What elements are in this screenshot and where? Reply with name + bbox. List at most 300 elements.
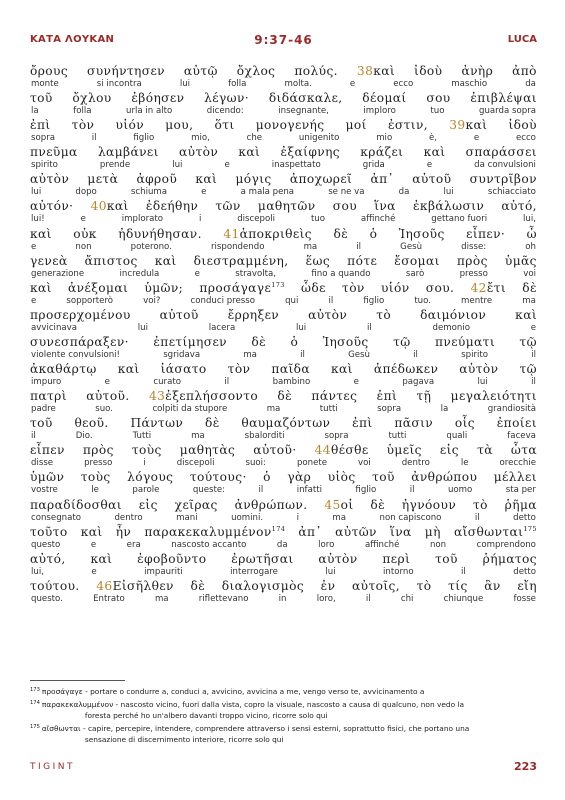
greek-line: [30, 443, 537, 458]
italian-gloss: oh: [525, 241, 536, 252]
greek-word-text: ὄχλου: [72, 91, 112, 106]
italian-gloss: affinché: [360, 214, 396, 225]
italian-gloss: folla: [228, 79, 247, 89]
greek-word: [215, 118, 235, 133]
greek-word-text: καὶ: [30, 226, 52, 241]
greek-word: [81, 470, 111, 485]
italian-gloss: spirito: [31, 160, 58, 171]
italian-gloss: uomini.: [231, 512, 264, 523]
greek-word-text: πᾶσιν: [394, 416, 434, 431]
italian-gloss: il: [365, 593, 371, 604]
italian-gloss: stravolta,: [235, 268, 276, 279]
greek-word: [324, 498, 353, 513]
greek-word: [426, 281, 455, 296]
greek-word: [370, 227, 378, 242]
greek-word-text: τὸ: [472, 497, 488, 512]
greek-word: [357, 64, 395, 79]
greek-word: [448, 579, 468, 594]
greek-word: [394, 254, 440, 269]
greek-word-text: σου: [332, 199, 358, 214]
greek-word: [414, 64, 442, 79]
greek-word: [30, 552, 66, 567]
greek-word: [280, 145, 340, 160]
interlinear-line: [30, 470, 537, 497]
greek-word-text: δὲ: [370, 497, 386, 512]
greek-word: [455, 416, 475, 431]
interlinear-line: [30, 254, 537, 281]
italian-gloss: inaspettato: [271, 160, 321, 171]
footnote: [30, 687, 537, 697]
greek-word-text: ἀνθρώπων.: [234, 497, 308, 512]
greek-word: [413, 199, 484, 214]
interlinear-text: [30, 64, 537, 606]
greek-word: [81, 525, 103, 540]
greek-word: [251, 335, 266, 350]
interlinear-line: [30, 498, 537, 525]
greek-word-text: εἶπεν·: [466, 226, 506, 241]
italian-gloss-line: [30, 160, 537, 171]
greek-word-text: κράζει: [360, 145, 404, 160]
greek-word-text: ἐδεήθην: [145, 199, 199, 214]
footnote-number: 174: [30, 700, 40, 707]
greek-word-text: ἀπὸ: [512, 64, 537, 78]
italian-gloss: grandiosità: [487, 404, 536, 415]
greek-word: [470, 91, 537, 106]
greek-word-text: οὐκ: [73, 226, 97, 241]
greek-word-text: καὶ: [373, 64, 396, 78]
greek-word: [483, 552, 537, 567]
footnote-marker[interactable]: 174: [271, 524, 286, 533]
greek-word: [393, 335, 410, 350]
greek-word: [30, 227, 52, 242]
italian-gloss: e: [31, 241, 37, 252]
greek-word-text: μέλλει: [493, 470, 537, 485]
greek-word: [238, 145, 260, 160]
greek-word-text: συνεσπάραξεν·: [30, 334, 129, 349]
greek-word-text: δὲ: [333, 226, 349, 241]
greek-word-text: μὴ: [424, 524, 441, 539]
italian-gloss: il: [356, 241, 362, 252]
greek-word: [116, 525, 132, 540]
greek-word: [30, 118, 51, 133]
italian-gloss: figlio: [355, 485, 377, 496]
greek-word-text: τὸν: [71, 118, 95, 133]
greek-line: [30, 91, 537, 106]
greek-word-text: αἴσθωνται: [453, 524, 524, 539]
greek-word-text: μαθητὰς: [179, 443, 236, 458]
footnote-text-line: sensazione di discernimento interiore, ricorre solo qui: [84, 734, 284, 744]
greek-word-text: γὰρ: [287, 470, 312, 485]
italian-gloss: impauriti: [144, 566, 183, 577]
greek-line: [30, 389, 537, 404]
greek-word-text: παῖδα: [271, 362, 310, 377]
italian-gloss-line: [30, 79, 537, 90]
italian-gloss: discepoli: [176, 458, 215, 469]
italian-gloss-line: [30, 269, 537, 280]
italian-gloss-line: [30, 567, 537, 578]
greek-word-text: τοὺς: [131, 443, 162, 458]
greek-line: [30, 470, 537, 485]
greek-word: [331, 362, 353, 377]
greek-word: [118, 362, 140, 377]
greek-word: [420, 308, 486, 323]
italian-gloss: tuo: [430, 106, 445, 117]
italian-gloss: ecco: [515, 133, 536, 144]
italian-gloss: da: [525, 79, 536, 89]
book-title-italian: LUCA: [507, 34, 537, 45]
greek-word-text: αὐτῶν: [335, 524, 377, 539]
italian-gloss: dopo: [75, 187, 97, 198]
italian-gloss: affinché: [364, 539, 400, 550]
italian-gloss: presso: [459, 268, 488, 279]
interlinear-line: [30, 145, 537, 172]
greek-word-text: ἰάσατο: [160, 362, 207, 377]
greek-word: [160, 308, 199, 323]
greek-word: [190, 470, 247, 485]
italian-gloss: tutti: [388, 431, 407, 442]
italian-gloss: il: [474, 512, 480, 523]
chapter-verse-range: 9:37-46: [254, 33, 313, 47]
greek-word: [146, 199, 198, 214]
italian-gloss: e: [104, 377, 110, 388]
greek-word-text: εἴη: [517, 578, 537, 593]
italian-gloss: ma: [191, 431, 205, 442]
italian-gloss: suoi:: [245, 458, 266, 469]
italian-gloss-line: [30, 458, 537, 469]
italian-gloss: schiacciato: [487, 187, 536, 198]
greek-word: [318, 552, 357, 567]
greek-word: [30, 525, 68, 540]
greek-word: [435, 552, 458, 567]
greek-word: [258, 199, 316, 214]
greek-word-text: συνήντησεν: [87, 64, 165, 78]
greek-word: [522, 281, 537, 296]
italian-gloss: gettano fuori: [431, 214, 488, 225]
italian-gloss: parole: [132, 485, 160, 496]
italian-gloss: il: [91, 133, 97, 144]
greek-word-text: καὶ: [331, 362, 353, 377]
greek-word-text: ἐξαίφνης: [280, 145, 341, 160]
footnote-text-line: αἴσθωνται - capire, percepire, intendere, comprendere attraverso i sensi esterni, soprattutto fisici, che portano una: [41, 724, 470, 734]
greek-word-text: διεστραμμένη,: [193, 253, 289, 268]
italian-gloss: colpiti da stupore: [152, 404, 228, 415]
greek-word: [471, 281, 507, 296]
greek-word: [374, 362, 438, 377]
greek-word-text: τοῦ: [435, 551, 458, 566]
italian-gloss: e: [194, 268, 200, 279]
italian-gloss: chi: [400, 593, 414, 604]
greek-word: [346, 118, 367, 133]
greek-word: [360, 145, 403, 160]
greek-word: [149, 389, 258, 404]
greek-word: [399, 227, 445, 242]
italian-gloss-line: [30, 404, 537, 415]
italian-gloss: il: [224, 377, 230, 388]
italian-gloss: il: [531, 349, 536, 360]
greek-word: [424, 145, 446, 160]
greek-word-text: ἐπὶ: [352, 416, 373, 431]
greek-line: [30, 254, 537, 269]
italian-gloss: fosse: [513, 593, 536, 604]
italian-gloss: infatti: [296, 485, 322, 496]
italian-gloss: i: [296, 512, 299, 523]
greek-word-text: καὶ: [423, 145, 446, 160]
italian-gloss: prende: [99, 160, 131, 171]
greek-word-text: μονογενής: [255, 118, 325, 133]
greek-word: [144, 281, 183, 296]
italian-gloss: e: [426, 160, 433, 171]
greek-word: [461, 64, 493, 79]
greek-word: [308, 308, 347, 323]
italian-gloss: il: [461, 566, 466, 577]
greek-word: [394, 416, 433, 431]
greek-word: [235, 498, 308, 513]
italian-gloss: fino a quando: [311, 268, 371, 279]
greek-line: [30, 172, 537, 187]
verse-number: 43: [148, 389, 166, 404]
greek-word: [512, 64, 537, 79]
greek-word: [30, 470, 64, 485]
italian-gloss: spirito: [461, 349, 489, 360]
greek-word: [256, 118, 325, 133]
greek-line: [30, 362, 537, 377]
greek-word: [342, 281, 365, 296]
greek-word: [477, 443, 493, 458]
italian-gloss: urla in alto: [126, 106, 173, 117]
italian-gloss-line: [30, 187, 537, 198]
interlinear-line: [30, 579, 537, 606]
greek-word: [83, 443, 114, 458]
italian-gloss-line: [30, 242, 537, 253]
greek-word-text: ἠγνόουν: [401, 497, 457, 512]
italian-gloss: e: [353, 377, 359, 388]
greek-word: [184, 64, 218, 79]
greek-word-text: ἀνέξομαι: [68, 280, 129, 295]
greek-word-text: παραδίδοσθαι: [30, 497, 122, 512]
italian-gloss: ponete: [296, 458, 328, 469]
interlinear-line: [30, 91, 537, 118]
greek-word-text: ὧδε: [301, 280, 326, 295]
greek-word-text: τῷ: [519, 334, 537, 349]
italian-gloss: loro: [318, 539, 335, 550]
italian-gloss: ma: [266, 404, 281, 415]
greek-word-text: τὸ: [416, 578, 432, 593]
greek-word-text: αὐτοῦ: [412, 172, 452, 187]
interlinear-line: [30, 552, 537, 579]
italian-gloss: non: [75, 241, 92, 252]
italian-gloss: loro,: [316, 593, 336, 604]
greek-word-text: ὅτι: [214, 118, 235, 133]
italian-gloss: lacera: [208, 322, 236, 333]
greek-word: [376, 308, 391, 323]
greek-word: [451, 389, 537, 404]
italian-gloss: consegnato: [31, 512, 81, 523]
greek-word-text: υἱόν: [115, 118, 145, 133]
greek-word-text: τοὺς: [80, 470, 111, 485]
greek-word: [335, 525, 377, 540]
greek-word-text: ἐπιβλέψαι: [470, 91, 537, 106]
italian-gloss-line: [30, 540, 537, 551]
greek-word: [459, 362, 498, 377]
greek-word: [241, 416, 330, 431]
greek-word-text: καὶ: [106, 199, 129, 214]
italian-gloss: avvicinava: [31, 322, 78, 333]
greek-line: [30, 416, 537, 431]
greek-word-text: διαλογισμὸς: [221, 578, 305, 593]
greek-word: [30, 64, 68, 79]
greek-word-text: αὐτῷ: [183, 64, 218, 78]
greek-word-text: ἐκβάλωσιν: [412, 199, 485, 214]
italian-gloss: i: [198, 214, 202, 225]
italian-gloss: voi: [358, 458, 371, 469]
italian-gloss: impuro: [31, 377, 62, 388]
greek-word: [223, 227, 312, 242]
greek-word: [253, 443, 296, 458]
greek-word: [86, 389, 129, 404]
italian-gloss: le: [91, 485, 99, 496]
greek-word-text: αὐτὸν: [308, 307, 348, 322]
italian-gloss: ma: [154, 593, 169, 604]
greek-word: [372, 470, 395, 485]
italian-gloss: e: [91, 566, 97, 577]
greek-word-text: δέομαί: [362, 91, 407, 106]
interlinear-line: [30, 335, 537, 362]
greek-word-text: ἔρρηξεν: [227, 307, 280, 322]
footnote-text-line: προσάγαγε - portare o condurre a, conduci a, avvicino, avvicina a me, vengo verso te, avvicinamento a: [41, 687, 425, 696]
greek-word-text: ὄχλος: [236, 64, 276, 78]
greek-line: [30, 308, 537, 323]
italian-gloss: il: [366, 322, 372, 333]
greek-word-text: μετὰ: [87, 172, 119, 187]
italian-gloss: maschio: [451, 79, 488, 89]
greek-word: [416, 389, 431, 404]
footnote-text: [42, 724, 537, 745]
greek-word-text: οἷς: [454, 416, 475, 431]
italian-gloss: e: [349, 79, 356, 89]
greek-word: [205, 416, 220, 431]
greek-word: [116, 118, 145, 133]
greek-word: [30, 91, 53, 106]
footnote-marker[interactable]: 173: [271, 280, 285, 289]
italian-gloss: faceva: [507, 431, 536, 442]
italian-gloss: qui: [285, 295, 299, 306]
italian-gloss: queste:: [192, 485, 226, 496]
greek-word-text: οἱ: [340, 497, 354, 512]
greek-word-text: συντρῖβον: [469, 172, 537, 187]
italian-gloss: unigenito: [298, 133, 340, 144]
greek-word: [271, 362, 310, 377]
italian-gloss: tutti: [319, 404, 338, 415]
greek-line: [30, 281, 537, 296]
greek-word: [155, 254, 177, 269]
italian-gloss: e: [90, 539, 97, 550]
italian-gloss: sopra: [324, 431, 349, 442]
interlinear-line: [30, 443, 537, 470]
greek-word: [127, 470, 173, 485]
footnote-text: [42, 700, 537, 721]
italian-gloss: dicendo:: [206, 106, 244, 117]
greek-word-text: σπαράσσει: [465, 145, 537, 160]
italian-gloss: suo.: [95, 404, 114, 415]
greek-word: [473, 498, 488, 513]
italian-gloss: ma: [522, 295, 536, 306]
italian-gloss-line: [30, 431, 537, 442]
greek-word-text: δὲ: [277, 389, 293, 404]
greek-word-text: μοί: [345, 118, 367, 133]
interlinear-line: [30, 416, 537, 443]
italian-gloss-line: [30, 133, 537, 144]
interlinear-line: [30, 362, 537, 389]
greek-word: [144, 525, 285, 540]
greek-word-text: τῷ: [393, 334, 411, 349]
greek-word: [90, 552, 112, 567]
greek-word-text: δαιμόνιον: [420, 307, 487, 322]
italian-gloss: insegnante,: [278, 106, 329, 117]
greek-line: [30, 64, 537, 79]
greek-word: [235, 172, 271, 187]
greek-word: [519, 362, 536, 377]
greek-word: [195, 172, 217, 187]
greek-word: [165, 118, 193, 133]
italian-gloss: i: [143, 458, 146, 469]
greek-word: [411, 470, 477, 485]
greek-word: [30, 308, 131, 323]
greek-word-text: πνεῦμα: [30, 145, 78, 160]
greek-word-text: Ἰησοῦς: [398, 226, 445, 241]
greek-word-text: προσάγαγε: [199, 280, 272, 295]
greek-word-text: ὄρους: [30, 64, 69, 78]
greek-word-text: ἐπετίμησεν: [153, 334, 227, 349]
greek-word-text: μεγαλειότητι: [450, 389, 537, 404]
italian-gloss: rispondendo: [211, 241, 265, 252]
italian-gloss: uomo: [447, 485, 473, 496]
footnote: [30, 700, 537, 721]
greek-word-text: ἐν: [320, 578, 336, 593]
italian-gloss: demonio: [432, 322, 470, 333]
italian-gloss: Entrato: [93, 593, 125, 604]
greek-word-text: καὶ: [465, 118, 488, 133]
italian-gloss: il: [531, 377, 536, 388]
italian-gloss: che: [246, 133, 263, 144]
greek-word: [74, 416, 108, 431]
greek-word: [505, 498, 537, 513]
italian-gloss: non capiscono: [379, 512, 442, 523]
greek-word-text: ἐπὶ: [376, 389, 398, 404]
greek-word-text: αὐτοῦ.: [86, 389, 130, 404]
italian-gloss-line: [30, 296, 537, 307]
greek-word: [440, 443, 459, 458]
greek-word: [98, 145, 159, 160]
book-title-greek: ΚΑΤΑ ΛΟΥΚΑΝ: [30, 34, 115, 45]
italian-gloss: ma: [332, 512, 347, 523]
greek-word: [231, 552, 293, 567]
italian-gloss: ecco: [393, 79, 414, 89]
footnote-marker[interactable]: 175: [523, 524, 537, 533]
greek-word: [153, 335, 227, 350]
greek-word: [136, 172, 177, 187]
italian-gloss: sarò: [405, 268, 425, 279]
greek-word-text: ἠδυνήθησαν.: [118, 226, 202, 241]
greek-word-text: ἂν: [484, 578, 501, 593]
greek-line: [30, 227, 537, 242]
greek-word-text: ἔσομαι: [394, 253, 440, 268]
greek-word-text: ἀφροῦ: [136, 172, 178, 187]
greek-word-text: σου.: [425, 280, 455, 295]
greek-word-text: ἀνθρώπου: [411, 470, 478, 485]
greek-word: [306, 254, 331, 269]
greek-word: [118, 227, 202, 242]
greek-word-text: ὦ: [526, 226, 537, 241]
